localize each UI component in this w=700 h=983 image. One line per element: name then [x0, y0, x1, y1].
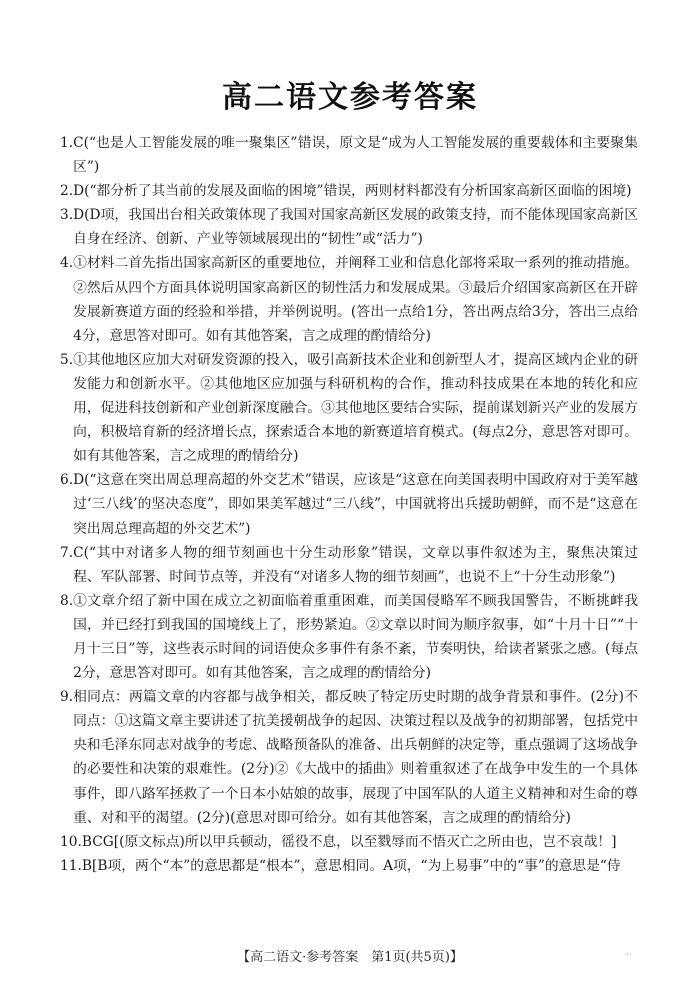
answer-item-6 [60, 468, 638, 540]
answer-text: BCG[(原文标点)所以甲兵顿动，徭役不息，以至戮辱而不悟灭亡之所由也，岂不哀哉！] [81, 833, 617, 850]
answer-number: 8. [60, 592, 74, 609]
answer-item-10 [60, 830, 638, 854]
answer-number: 1. [60, 135, 74, 151]
answer-number: 11. [60, 857, 82, 874]
answer-text: D(“这意在突出周总理高超的外交艺术”错误，应该是“这意在向美国表明中国政府对于美军越过‘三八线’的坚决态度”，即如果美军越过“三八线”，中国就将出兵援助朝鲜，而不是“这意在突出周总理高超的外交艺术”) [73, 472, 638, 537]
answer-number: 10. [60, 833, 82, 850]
answer-number: 6. [60, 472, 74, 489]
answer-text: D(D项，我国出台相关政策体现了我国对国家高新区发展的政策支持，而不能体现国家高新区自身在经济、创新、产业等领域展现出的“韧性”或“活力”) [73, 207, 638, 248]
answer-item-3 [60, 203, 638, 251]
answer-list [60, 131, 638, 878]
answer-item-4 [60, 251, 638, 347]
corner-mark: ·· [626, 950, 632, 960]
answer-item-8 [60, 589, 638, 685]
answer-number: 7. [60, 544, 74, 561]
answer-number: 9. [60, 689, 74, 706]
answer-item-11 [60, 854, 638, 878]
answer-text: 相同点：两篇文章的内容都与战争相关，都反映了特定历史时期的战争背景和事件。(2分)不同点：①这篇文章主要讲述了抗美援朝战争的起因、决策过程以及战争的初期部署，包括党中央和毛泽东同志对战争的考虑、战略预备队的准备、出兵朝鲜的决定等，重点强调了这场战争的必要性和决策的艰难性。(2分)②《大战中的插曲》则着重叙述了在战争中发生的一个具体事件，即八路军拯救了一个日本小姑娘的故事，展现了中国军队的人道主义精神和对生命的尊重、对和平的渴望。(2分)(意思对即可给分。如有其他答案，言之成理的酌情给分) [73, 689, 638, 826]
answer-text: ①文章介绍了新中国在成立之初面临着重重困难，而美国侵略军不顾我国警告，不断挑衅我国，并已经打到我国的国境线上了，形势紧迫。②文章以时间为顺序叙事，如“十月十日”“十月十三日”等，这些表示时间的词语使众多事件有条不紊，节奏明快，给读者紧张之感。(每点2分，意思答对即可。如有其他答案，言之成理的酌情给分) [73, 592, 638, 682]
answer-text: D(“都分析了其当前的发展及面临的困境”错误，两则材料都没有分析国家高新区面临的困境) [73, 183, 632, 200]
answer-text: ①其他地区应加大对研发资源的投入，吸引高新技术企业和创新型人才，提高区域内企业的研发能力和创新水平。②其他地区应加强与科研机构的合作，推动科技成果在本地的转化和应用，促进科技创新和产业创新深度融合。③其他地区要结合实际，提前谋划新兴产业的发展方向，积极培育新的经济增长点，探索适合本地的新赛道培育模式。(每点2分，意思答对即可。如有其他答案，言之成理的酌情给分) [73, 351, 638, 465]
answer-item-5 [60, 348, 638, 468]
answer-number: 4. [60, 255, 74, 272]
answer-item-9 [60, 685, 638, 830]
answer-number: 3. [60, 207, 74, 224]
answer-text: C(“也是人工智能发展的唯一聚集区”错误，原文是“成为人工智能发展的重要载体和主要聚集区”) [73, 135, 638, 176]
answer-item-7 [60, 541, 638, 589]
answer-item-2 [60, 179, 638, 203]
answer-text: B[B项，两个“本”的意思都是“根本”，意思相同。A项，“为上易事”中的“事”的意思是“侍 [81, 857, 621, 874]
answer-number: 5. [60, 351, 74, 368]
page-title: 高二语文参考答案 [222, 80, 478, 115]
answer-text: C(“其中对诸多人物的细节刻画也十分生动形象”错误，文章以事件叙述为主，聚焦决策过程、军队部署、时间节点等，并没有“对诸多人物的细节刻画”，也说不上“十分生动形象”) [73, 544, 638, 585]
answer-number: 2. [60, 183, 74, 200]
answer-item-1 [60, 131, 638, 179]
answer-text: ①材料二首先指出国家高新区的重要地位，并阐释工业和信息化部将采取一系列的推动措施。②然后从四个方面具体说明国家高新区的韧性活力和发展成果。③最后介绍国家高新区在开辟发展新赛道方面的经验和举措，并举例说明。(答出一点给1分，答出两点给3分，答出三点给4分，意思答对即可。如有其他答案，言之成理的酌情给分) [73, 255, 638, 344]
page-footer: 【高二语文·参考答案 第1页(共5页)】 [237, 950, 463, 965]
